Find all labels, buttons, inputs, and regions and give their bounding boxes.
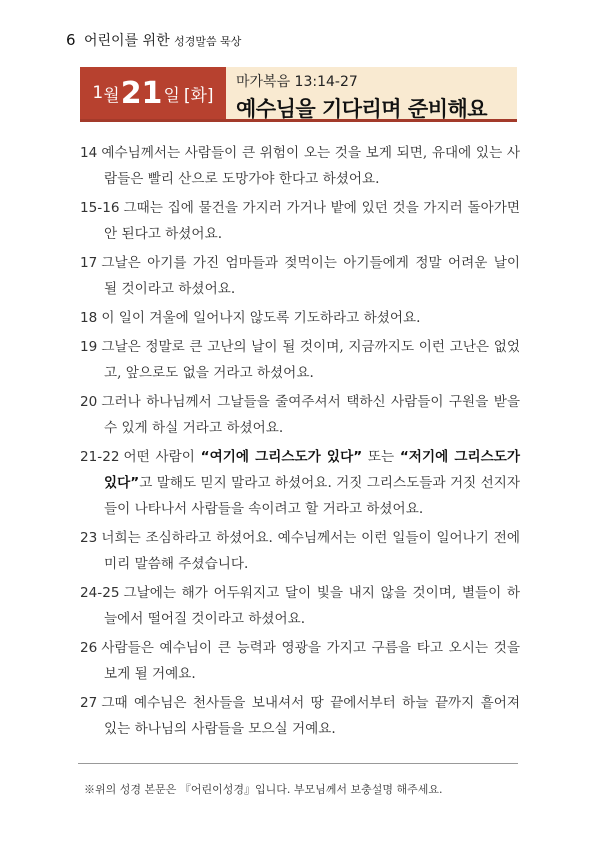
verse-text: 그때는 집에 물건을 가지러 가거나 밭에 있던 것을 가지러 돌아가면 안 된다고 하셨어요. [104,200,520,242]
verse-text: 그날에는 해가 어두워지고 달이 빛을 내지 않을 것이며, 별들이 하늘에서 떨어질 것이라고 하셨어요. [104,585,520,627]
passage-title-box [226,67,517,119]
verse-number: 18 [80,310,98,326]
verse-quote: “저기에 그리스도가 있다” [104,449,521,491]
devotion-header [80,67,517,122]
verse [80,580,520,632]
footnote: ※위의 성경 본문은 『어린이성경』입니다. 부모님께서 보충설명 해주세요. [84,783,443,796]
date-weekday: [화] [183,85,214,106]
page-number: 6 [66,31,76,49]
verse-quote: “여기에 그리스도가 있다” [200,449,363,465]
book-title: 어린이를 위한 [84,33,170,49]
verse-number: 26 [80,640,98,656]
passage-title: 예수님을 기다리며 준비해요 [236,97,488,121]
verse-number: 24-25 [80,585,120,601]
running-head [66,30,241,50]
footnote-divider [78,763,518,764]
verse [80,140,520,192]
verse [80,389,520,441]
date-day-unit: 일 [163,85,180,106]
verse-number: 20 [80,394,98,410]
verse-list [80,140,520,745]
date-badge [80,67,226,119]
verse-text: 사람들은 예수님이 큰 능력과 영광을 가지고 구름을 타고 오시는 것을 보게 될 거예요. [101,640,520,682]
date-month-unit: 월 [103,85,120,106]
verse-number: 19 [80,339,98,355]
verse-text-post: 고 말해도 믿지 말라고 하셨어요. 거짓 그리스도들과 거짓 선지자들이 나타나서 사람들을 속이려고 할 거라고 하셨어요. [104,475,520,517]
verse [80,195,520,247]
verse-number: 14 [80,145,98,161]
date-day: 21 [120,75,163,111]
verse-text: 그날은 아기를 가진 엄마들과 젖먹이는 아기들에게 정말 어려운 날이 될 것이라고 하셨어요. [101,255,520,297]
verse-number: 23 [80,530,98,546]
verse-text: 너희는 조심하라고 하셨어요. 예수님께서는 이런 일들이 일어나기 전에 미리 말씀해 주셨습니다. [101,530,520,572]
verse [80,250,520,302]
verse-text: 이 일이 겨울에 일어나지 않도록 기도하라고 하셨어요. [101,310,421,326]
verse [80,525,520,577]
verse [80,690,520,742]
verse-text: 그날은 정말로 큰 고난의 날이 될 것이며, 지금까지도 이런 고난은 없었고, 앞으로도 없을 거라고 하셨어요. [101,339,520,381]
passage-reference: 마가복음 13:14-27 [236,74,358,90]
verse-text: 그때 예수님은 천사들을 보내셔서 땅 끝에서부터 하늘 끝까지 흩어져 있는 하나님의 사람들을 모으실 거예요. [101,695,520,737]
verse-number: 27 [80,695,98,711]
book-subtitle: 성경말씀 묵상 [174,35,242,48]
verse [80,635,520,687]
verse [80,444,520,522]
date-month: 1 [92,83,104,103]
verse [80,305,520,331]
verse-text-mid: 또는 [362,449,400,465]
verse-text: 예수님께서는 사람들이 큰 위험이 오는 것을 보게 되면, 유대에 있는 사람들은 빨리 산으로 도망가야 한다고 하셨어요. [101,145,520,187]
verse-number: 17 [80,255,98,271]
verse [80,334,520,386]
verse-text-pre: 어떤 사람이 [123,449,201,465]
verse-number: 21-22 [80,449,120,465]
verse-text: 그러나 하나님께서 그날들을 줄여주셔서 택하신 사람들이 구원을 받을 수 있게 하실 거라고 하셨어요. [101,394,520,436]
verse-number: 15-16 [80,200,120,216]
